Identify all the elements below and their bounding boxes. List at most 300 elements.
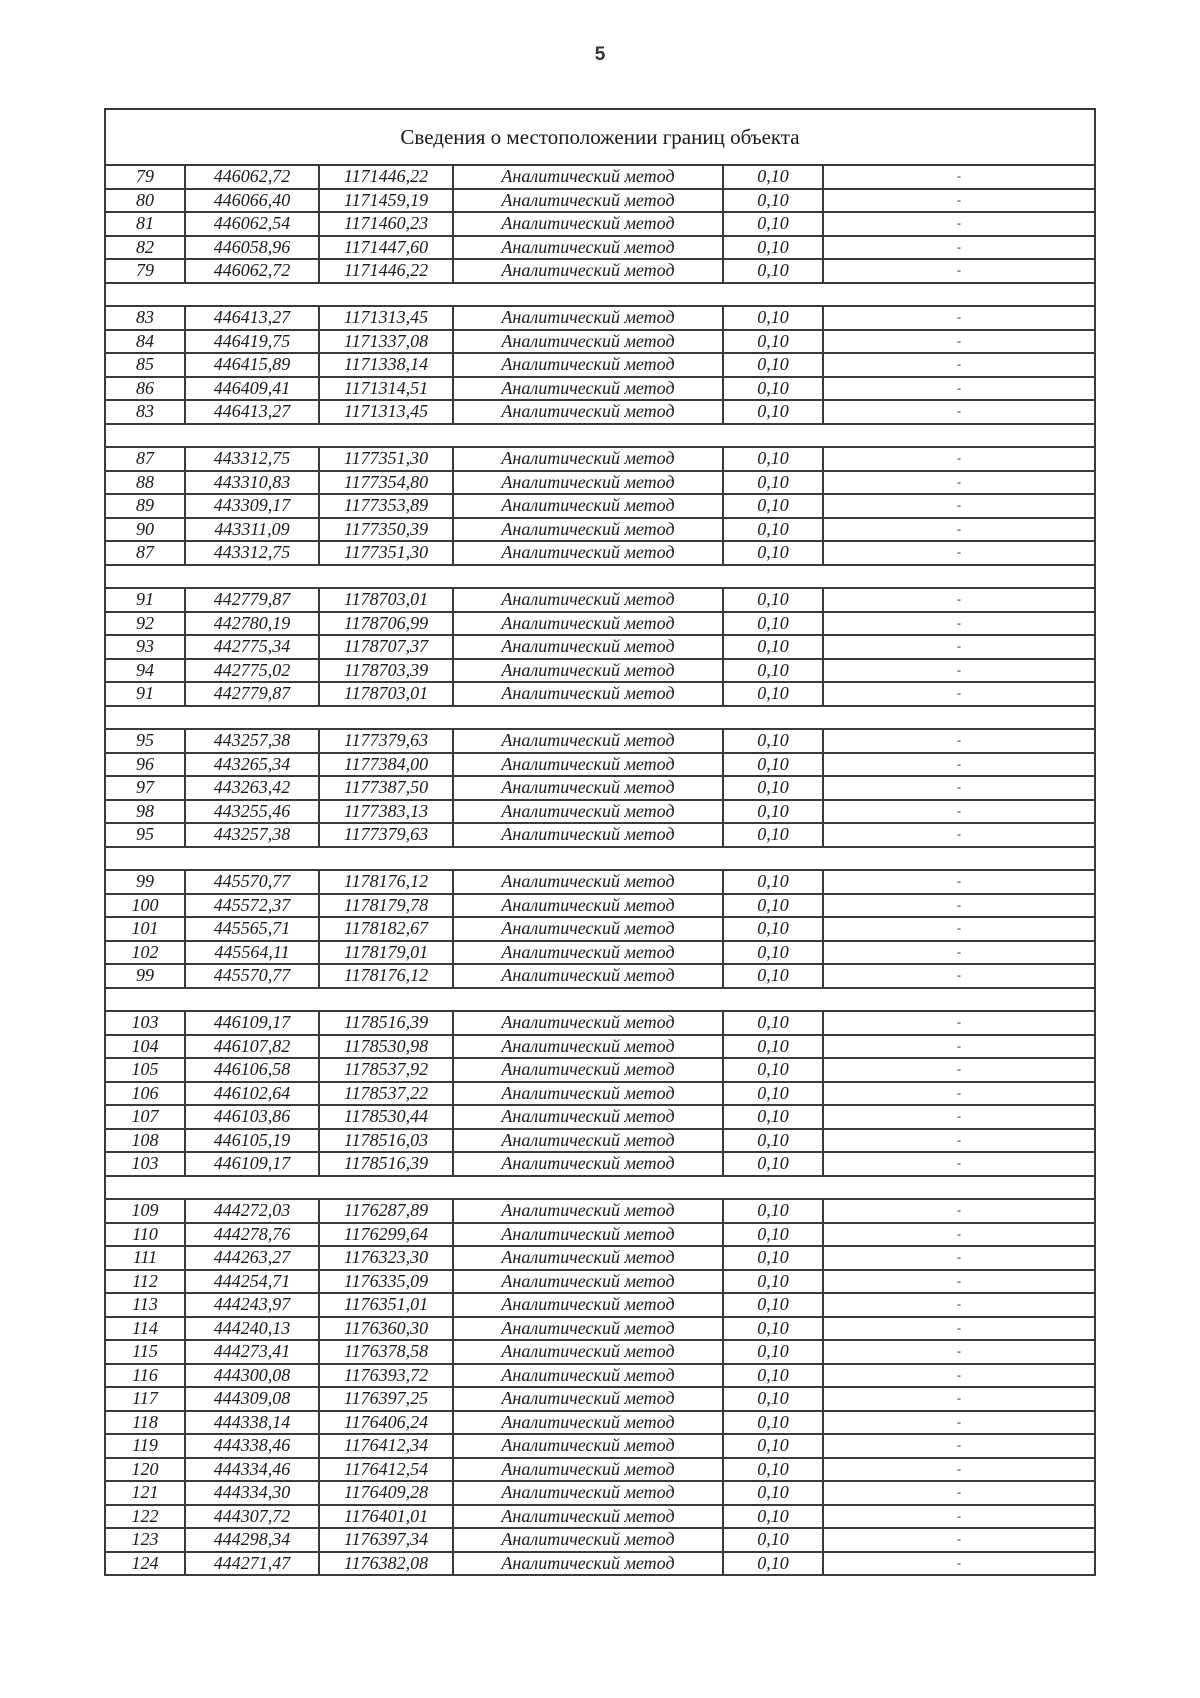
group-separator-row: [105, 565, 1095, 589]
description-cell: -: [823, 1082, 1095, 1106]
accuracy-cell: 0,10: [723, 165, 823, 189]
y-coordinate-cell: 1177384,00: [319, 753, 453, 777]
point-number-cell: 119: [105, 1434, 185, 1458]
y-coordinate-cell: 1176378,58: [319, 1340, 453, 1364]
table-row: [105, 165, 1095, 189]
accuracy-cell: 0,10: [723, 1317, 823, 1341]
description-cell: -: [823, 964, 1095, 988]
method-cell: Аналитический метод: [453, 1411, 723, 1435]
table-row: [105, 1058, 1095, 1082]
table-row: [105, 306, 1095, 330]
method-cell: Аналитический метод: [453, 1082, 723, 1106]
method-cell: Аналитический метод: [453, 1058, 723, 1082]
point-number-cell: 96: [105, 753, 185, 777]
method-cell: Аналитический метод: [453, 1458, 723, 1482]
table-row: [105, 471, 1095, 495]
x-coordinate-cell: 444263,27: [185, 1246, 319, 1270]
point-number-cell: 124: [105, 1552, 185, 1576]
group-separator-cell: [105, 424, 1095, 448]
table-row: [105, 964, 1095, 988]
table-row: [105, 753, 1095, 777]
method-cell: Аналитический метод: [453, 635, 723, 659]
table-row: [105, 1199, 1095, 1223]
point-number-cell: 120: [105, 1458, 185, 1482]
table-row: [105, 917, 1095, 941]
table-row: [105, 400, 1095, 424]
point-number-cell: 106: [105, 1082, 185, 1106]
point-number-cell: 102: [105, 941, 185, 965]
method-cell: Аналитический метод: [453, 612, 723, 636]
table-row: [105, 1317, 1095, 1341]
method-cell: Аналитический метод: [453, 1129, 723, 1153]
x-coordinate-cell: 446413,27: [185, 400, 319, 424]
table-row: [105, 494, 1095, 518]
point-number-cell: 111: [105, 1246, 185, 1270]
x-coordinate-cell: 445564,11: [185, 941, 319, 965]
x-coordinate-cell: 442779,87: [185, 588, 319, 612]
group-separator-row: [105, 1176, 1095, 1200]
table-row: [105, 353, 1095, 377]
point-number-cell: 95: [105, 823, 185, 847]
y-coordinate-cell: 1178179,01: [319, 941, 453, 965]
x-coordinate-cell: 442775,02: [185, 659, 319, 683]
table-row: [105, 330, 1095, 354]
y-coordinate-cell: 1171446,22: [319, 259, 453, 283]
accuracy-cell: 0,10: [723, 1387, 823, 1411]
method-cell: Аналитический метод: [453, 1152, 723, 1176]
x-coordinate-cell: 443257,38: [185, 823, 319, 847]
x-coordinate-cell: 443310,83: [185, 471, 319, 495]
x-coordinate-cell: 444334,30: [185, 1481, 319, 1505]
description-cell: -: [823, 1481, 1095, 1505]
method-cell: Аналитический метод: [453, 941, 723, 965]
accuracy-cell: 0,10: [723, 353, 823, 377]
accuracy-cell: 0,10: [723, 447, 823, 471]
accuracy-cell: 0,10: [723, 1223, 823, 1247]
y-coordinate-cell: 1176360,30: [319, 1317, 453, 1341]
group-separator-cell: [105, 1176, 1095, 1200]
point-number-cell: 80: [105, 189, 185, 213]
boundary-table-body: [105, 109, 1095, 1575]
y-coordinate-cell: 1171314,51: [319, 377, 453, 401]
method-cell: Аналитический метод: [453, 165, 723, 189]
y-coordinate-cell: 1178703,01: [319, 588, 453, 612]
x-coordinate-cell: 444338,14: [185, 1411, 319, 1435]
x-coordinate-cell: 444271,47: [185, 1552, 319, 1576]
method-cell: Аналитический метод: [453, 1223, 723, 1247]
table-row: [105, 1340, 1095, 1364]
description-cell: -: [823, 541, 1095, 565]
y-coordinate-cell: 1177351,30: [319, 447, 453, 471]
description-cell: -: [823, 447, 1095, 471]
method-cell: Аналитический метод: [453, 1317, 723, 1341]
accuracy-cell: 0,10: [723, 753, 823, 777]
accuracy-cell: 0,10: [723, 635, 823, 659]
accuracy-cell: 0,10: [723, 1505, 823, 1529]
x-coordinate-cell: 443265,34: [185, 753, 319, 777]
method-cell: Аналитический метод: [453, 1246, 723, 1270]
point-number-cell: 122: [105, 1505, 185, 1529]
point-number-cell: 117: [105, 1387, 185, 1411]
point-number-cell: 112: [105, 1270, 185, 1294]
accuracy-cell: 0,10: [723, 1364, 823, 1388]
description-cell: -: [823, 776, 1095, 800]
x-coordinate-cell: 443312,75: [185, 541, 319, 565]
table-row: [105, 1270, 1095, 1294]
table-row: [105, 1552, 1095, 1576]
accuracy-cell: 0,10: [723, 894, 823, 918]
description-cell: -: [823, 306, 1095, 330]
x-coordinate-cell: 444300,08: [185, 1364, 319, 1388]
description-cell: -: [823, 1458, 1095, 1482]
x-coordinate-cell: 446103,86: [185, 1105, 319, 1129]
description-cell: -: [823, 1364, 1095, 1388]
table-row: [105, 518, 1095, 542]
x-coordinate-cell: 446413,27: [185, 306, 319, 330]
y-coordinate-cell: 1178706,99: [319, 612, 453, 636]
method-cell: Аналитический метод: [453, 1293, 723, 1317]
accuracy-cell: 0,10: [723, 682, 823, 706]
x-coordinate-cell: 446107,82: [185, 1035, 319, 1059]
accuracy-cell: 0,10: [723, 1293, 823, 1317]
description-cell: -: [823, 471, 1095, 495]
group-separator-cell: [105, 988, 1095, 1012]
group-separator-cell: [105, 565, 1095, 589]
method-cell: Аналитический метод: [453, 541, 723, 565]
description-cell: -: [823, 1411, 1095, 1435]
description-cell: -: [823, 400, 1095, 424]
accuracy-cell: 0,10: [723, 1246, 823, 1270]
point-number-cell: 121: [105, 1481, 185, 1505]
method-cell: Аналитический метод: [453, 471, 723, 495]
y-coordinate-cell: 1171337,08: [319, 330, 453, 354]
y-coordinate-cell: 1171446,22: [319, 165, 453, 189]
x-coordinate-cell: 446109,17: [185, 1152, 319, 1176]
description-cell: -: [823, 1035, 1095, 1059]
y-coordinate-cell: 1176393,72: [319, 1364, 453, 1388]
accuracy-cell: 0,10: [723, 400, 823, 424]
method-cell: Аналитический метод: [453, 1552, 723, 1576]
x-coordinate-cell: 446415,89: [185, 353, 319, 377]
point-number-cell: 83: [105, 306, 185, 330]
point-number-cell: 79: [105, 259, 185, 283]
table-row: [105, 1082, 1095, 1106]
point-number-cell: 98: [105, 800, 185, 824]
description-cell: -: [823, 1270, 1095, 1294]
table-row: [105, 894, 1095, 918]
y-coordinate-cell: 1176323,30: [319, 1246, 453, 1270]
description-cell: -: [823, 1340, 1095, 1364]
y-coordinate-cell: 1176397,25: [319, 1387, 453, 1411]
method-cell: Аналитический метод: [453, 1199, 723, 1223]
table-row: [105, 1458, 1095, 1482]
point-number-cell: 116: [105, 1364, 185, 1388]
y-coordinate-cell: 1176412,34: [319, 1434, 453, 1458]
point-number-cell: 114: [105, 1317, 185, 1341]
point-number-cell: 88: [105, 471, 185, 495]
accuracy-cell: 0,10: [723, 1411, 823, 1435]
table-row: [105, 870, 1095, 894]
x-coordinate-cell: 446062,72: [185, 259, 319, 283]
method-cell: Аналитический метод: [453, 894, 723, 918]
point-number-cell: 84: [105, 330, 185, 354]
table-row: [105, 1364, 1095, 1388]
x-coordinate-cell: 446106,58: [185, 1058, 319, 1082]
method-cell: Аналитический метод: [453, 353, 723, 377]
method-cell: Аналитический метод: [453, 306, 723, 330]
table-title-row: [105, 109, 1095, 165]
method-cell: Аналитический метод: [453, 1340, 723, 1364]
method-cell: Аналитический метод: [453, 1528, 723, 1552]
point-number-cell: 86: [105, 377, 185, 401]
table-row: [105, 635, 1095, 659]
method-cell: Аналитический метод: [453, 1270, 723, 1294]
y-coordinate-cell: 1177379,63: [319, 729, 453, 753]
description-cell: -: [823, 612, 1095, 636]
y-coordinate-cell: 1177379,63: [319, 823, 453, 847]
accuracy-cell: 0,10: [723, 870, 823, 894]
method-cell: Аналитический метод: [453, 753, 723, 777]
method-cell: Аналитический метод: [453, 1481, 723, 1505]
method-cell: Аналитический метод: [453, 330, 723, 354]
accuracy-cell: 0,10: [723, 659, 823, 683]
table-row: [105, 823, 1095, 847]
boundary-table: [104, 108, 1096, 1576]
group-separator-row: [105, 706, 1095, 730]
point-number-cell: 93: [105, 635, 185, 659]
description-cell: -: [823, 189, 1095, 213]
y-coordinate-cell: 1178179,78: [319, 894, 453, 918]
point-number-cell: 107: [105, 1105, 185, 1129]
y-coordinate-cell: 1176401,01: [319, 1505, 453, 1529]
method-cell: Аналитический метод: [453, 870, 723, 894]
x-coordinate-cell: 446105,19: [185, 1129, 319, 1153]
accuracy-cell: 0,10: [723, 330, 823, 354]
y-coordinate-cell: 1171460,23: [319, 212, 453, 236]
description-cell: -: [823, 659, 1095, 683]
point-number-cell: 79: [105, 165, 185, 189]
description-cell: -: [823, 1505, 1095, 1529]
x-coordinate-cell: 444338,46: [185, 1434, 319, 1458]
point-number-cell: 92: [105, 612, 185, 636]
description-cell: -: [823, 635, 1095, 659]
description-cell: -: [823, 1293, 1095, 1317]
group-separator-cell: [105, 706, 1095, 730]
y-coordinate-cell: 1176335,09: [319, 1270, 453, 1294]
table-row: [105, 612, 1095, 636]
description-cell: -: [823, 1129, 1095, 1153]
accuracy-cell: 0,10: [723, 1434, 823, 1458]
y-coordinate-cell: 1171313,45: [319, 400, 453, 424]
point-number-cell: 91: [105, 682, 185, 706]
point-number-cell: 113: [105, 1293, 185, 1317]
point-number-cell: 108: [105, 1129, 185, 1153]
x-coordinate-cell: 442779,87: [185, 682, 319, 706]
description-cell: -: [823, 377, 1095, 401]
description-cell: -: [823, 917, 1095, 941]
method-cell: Аналитический метод: [453, 729, 723, 753]
y-coordinate-cell: 1177383,13: [319, 800, 453, 824]
accuracy-cell: 0,10: [723, 823, 823, 847]
y-coordinate-cell: 1177353,89: [319, 494, 453, 518]
x-coordinate-cell: 443257,38: [185, 729, 319, 753]
x-coordinate-cell: 444240,13: [185, 1317, 319, 1341]
description-cell: -: [823, 1317, 1095, 1341]
accuracy-cell: 0,10: [723, 1528, 823, 1552]
description-cell: -: [823, 823, 1095, 847]
table-row: [105, 189, 1095, 213]
description-cell: -: [823, 729, 1095, 753]
x-coordinate-cell: 446058,96: [185, 236, 319, 260]
point-number-cell: 101: [105, 917, 185, 941]
table-title: Сведения о местоположении границ объекта: [105, 109, 1095, 165]
method-cell: Аналитический метод: [453, 823, 723, 847]
x-coordinate-cell: 442780,19: [185, 612, 319, 636]
boundary-table-container: [104, 108, 1094, 1576]
accuracy-cell: 0,10: [723, 518, 823, 542]
method-cell: Аналитический метод: [453, 189, 723, 213]
y-coordinate-cell: 1178516,39: [319, 1011, 453, 1035]
point-number-cell: 83: [105, 400, 185, 424]
y-coordinate-cell: 1171338,14: [319, 353, 453, 377]
accuracy-cell: 0,10: [723, 1552, 823, 1576]
accuracy-cell: 0,10: [723, 1058, 823, 1082]
description-cell: -: [823, 1152, 1095, 1176]
accuracy-cell: 0,10: [723, 541, 823, 565]
table-row: [105, 1293, 1095, 1317]
accuracy-cell: 0,10: [723, 1011, 823, 1035]
x-coordinate-cell: 443312,75: [185, 447, 319, 471]
method-cell: Аналитический метод: [453, 236, 723, 260]
description-cell: -: [823, 165, 1095, 189]
point-number-cell: 81: [105, 212, 185, 236]
accuracy-cell: 0,10: [723, 212, 823, 236]
method-cell: Аналитический метод: [453, 377, 723, 401]
x-coordinate-cell: 443309,17: [185, 494, 319, 518]
description-cell: -: [823, 1199, 1095, 1223]
accuracy-cell: 0,10: [723, 306, 823, 330]
accuracy-cell: 0,10: [723, 1270, 823, 1294]
x-coordinate-cell: 445570,77: [185, 870, 319, 894]
accuracy-cell: 0,10: [723, 259, 823, 283]
method-cell: Аналитический метод: [453, 800, 723, 824]
x-coordinate-cell: 445572,37: [185, 894, 319, 918]
y-coordinate-cell: 1178703,39: [319, 659, 453, 683]
method-cell: Аналитический метод: [453, 212, 723, 236]
x-coordinate-cell: 446066,40: [185, 189, 319, 213]
table-row: [105, 236, 1095, 260]
method-cell: Аналитический метод: [453, 1364, 723, 1388]
group-separator-row: [105, 847, 1095, 871]
x-coordinate-cell: 446419,75: [185, 330, 319, 354]
method-cell: Аналитический метод: [453, 1105, 723, 1129]
point-number-cell: 118: [105, 1411, 185, 1435]
y-coordinate-cell: 1176412,54: [319, 1458, 453, 1482]
description-cell: -: [823, 753, 1095, 777]
accuracy-cell: 0,10: [723, 588, 823, 612]
y-coordinate-cell: 1178516,03: [319, 1129, 453, 1153]
table-row: [105, 377, 1095, 401]
description-cell: -: [823, 1105, 1095, 1129]
table-row: [105, 212, 1095, 236]
accuracy-cell: 0,10: [723, 917, 823, 941]
point-number-cell: 89: [105, 494, 185, 518]
description-cell: -: [823, 1246, 1095, 1270]
y-coordinate-cell: 1178537,92: [319, 1058, 453, 1082]
point-number-cell: 100: [105, 894, 185, 918]
x-coordinate-cell: 442775,34: [185, 635, 319, 659]
table-row: [105, 541, 1095, 565]
x-coordinate-cell: 444307,72: [185, 1505, 319, 1529]
table-row: [105, 1223, 1095, 1247]
y-coordinate-cell: 1178530,98: [319, 1035, 453, 1059]
method-cell: Аналитический метод: [453, 917, 723, 941]
accuracy-cell: 0,10: [723, 1035, 823, 1059]
table-row: [105, 1246, 1095, 1270]
table-row: [105, 1387, 1095, 1411]
table-row: [105, 1528, 1095, 1552]
y-coordinate-cell: 1171459,19: [319, 189, 453, 213]
x-coordinate-cell: 444254,71: [185, 1270, 319, 1294]
table-row: [105, 1011, 1095, 1035]
x-coordinate-cell: 445565,71: [185, 917, 319, 941]
point-number-cell: 123: [105, 1528, 185, 1552]
point-number-cell: 110: [105, 1223, 185, 1247]
method-cell: Аналитический метод: [453, 1434, 723, 1458]
table-row: [105, 776, 1095, 800]
description-cell: -: [823, 518, 1095, 542]
accuracy-cell: 0,10: [723, 236, 823, 260]
point-number-cell: 104: [105, 1035, 185, 1059]
point-number-cell: 95: [105, 729, 185, 753]
y-coordinate-cell: 1178182,67: [319, 917, 453, 941]
table-row: [105, 1505, 1095, 1529]
accuracy-cell: 0,10: [723, 1340, 823, 1364]
point-number-cell: 91: [105, 588, 185, 612]
point-number-cell: 94: [105, 659, 185, 683]
accuracy-cell: 0,10: [723, 1082, 823, 1106]
table-row: [105, 800, 1095, 824]
table-row: [105, 941, 1095, 965]
x-coordinate-cell: 444278,76: [185, 1223, 319, 1247]
table-row: [105, 1411, 1095, 1435]
description-cell: -: [823, 1223, 1095, 1247]
method-cell: Аналитический метод: [453, 1387, 723, 1411]
y-coordinate-cell: 1177350,39: [319, 518, 453, 542]
x-coordinate-cell: 446109,17: [185, 1011, 319, 1035]
point-number-cell: 97: [105, 776, 185, 800]
description-cell: -: [823, 259, 1095, 283]
method-cell: Аналитический метод: [453, 1011, 723, 1035]
point-number-cell: 82: [105, 236, 185, 260]
point-number-cell: 99: [105, 870, 185, 894]
table-row: [105, 447, 1095, 471]
page-number: 5: [594, 44, 606, 65]
table-row: [105, 729, 1095, 753]
accuracy-cell: 0,10: [723, 729, 823, 753]
table-row: [105, 588, 1095, 612]
description-cell: -: [823, 941, 1095, 965]
description-cell: -: [823, 1058, 1095, 1082]
y-coordinate-cell: 1177354,80: [319, 471, 453, 495]
accuracy-cell: 0,10: [723, 1199, 823, 1223]
group-separator-cell: [105, 283, 1095, 307]
x-coordinate-cell: 443263,42: [185, 776, 319, 800]
x-coordinate-cell: 444309,08: [185, 1387, 319, 1411]
description-cell: -: [823, 212, 1095, 236]
description-cell: -: [823, 494, 1095, 518]
accuracy-cell: 0,10: [723, 1152, 823, 1176]
